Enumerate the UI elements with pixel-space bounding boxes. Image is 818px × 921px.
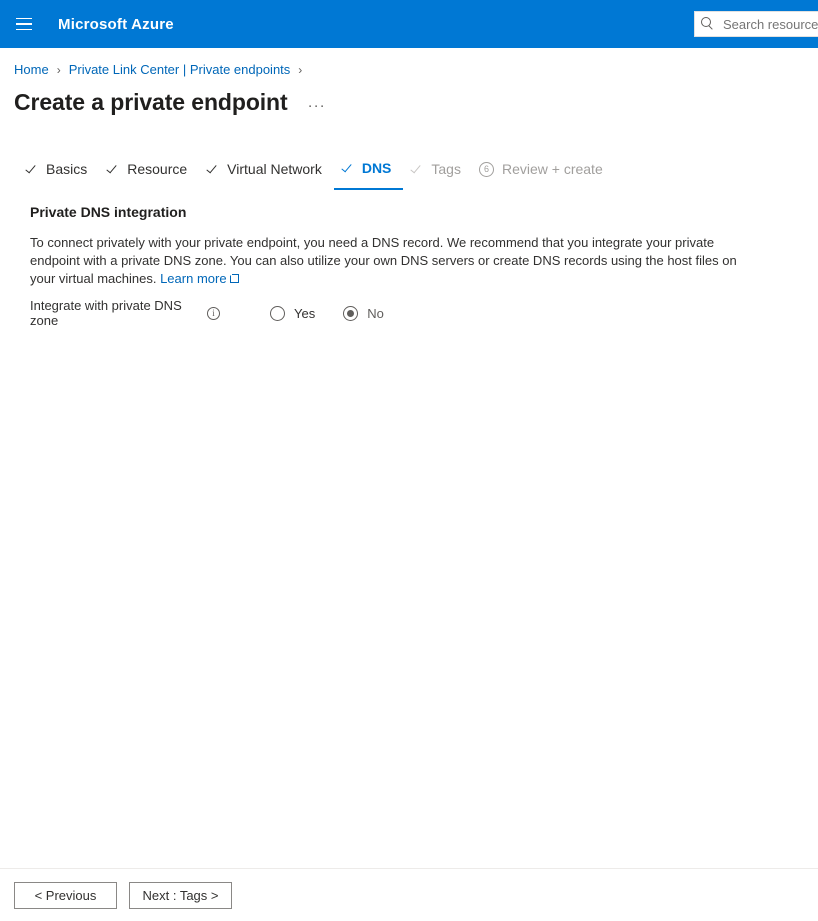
tab-basics[interactable] [18,156,99,190]
search-icon [701,17,715,31]
section-description [30,234,760,288]
tab-label: Resource [127,161,188,177]
radio-indicator-icon [270,306,285,321]
check-icon [24,162,38,176]
tab-dns[interactable] [334,156,404,190]
tab-label: Virtual Network [227,161,322,177]
description-text: To connect privately with your private endpoint, you need a DNS record. We recommend that you integrate your private endpoint with a private DNS zone. You can also utilize your own DNS servers or create DNS records using the host files on your virtual machines. [30,235,737,286]
private-dns-zone-label-group [30,298,220,328]
wizard-tab-list [0,156,818,190]
radio-indicator-icon [343,306,358,321]
check-icon [205,162,219,176]
radio-yes-label: Yes [294,305,316,321]
tab-label: Basics [46,161,88,177]
private-dns-zone-field-row [30,298,818,328]
search-input[interactable] [721,16,818,33]
private-dns-zone-radio-group [270,306,384,321]
breadcrumb-item-home[interactable]: Home [14,62,49,77]
page-title-row [0,77,818,116]
info-icon[interactable]: i [207,307,220,320]
breadcrumb-separator-icon: › [298,62,303,77]
external-link-icon [230,274,239,283]
tab-label: Review + create [501,161,603,177]
breadcrumb [0,48,818,77]
section-title: Private DNS integration [30,204,187,220]
private-dns-zone-label: Integrate with private DNS zone [30,298,182,328]
radio-no[interactable] [343,306,384,321]
check-icon [409,162,423,176]
step-number-badge: 6 [479,162,494,177]
wizard-footer [0,868,818,921]
more-options-button[interactable]: ··· [307,97,326,114]
azure-brand-label[interactable]: Microsoft Azure [58,15,174,33]
radio-no-label: No [367,305,384,321]
previous-button[interactable]: < Previous [14,882,117,909]
check-icon [340,161,354,175]
page-title: Create a private endpoint [14,89,288,115]
tab-resource[interactable] [99,156,199,190]
radio-yes[interactable] [270,306,315,321]
tab-review-create[interactable] [473,156,615,190]
global-search-box[interactable] [694,11,818,37]
check-icon [105,162,119,176]
next-tags-button[interactable]: Next : Tags > [129,882,232,909]
tab-label: DNS [361,160,392,176]
top-navigation-bar [0,0,818,48]
learn-more-link[interactable]: Learn more [160,271,227,286]
tab-virtual-network[interactable] [199,156,334,190]
hamburger-menu-icon[interactable] [0,0,48,48]
tab-tags[interactable] [403,156,473,190]
breadcrumb-separator-icon: › [56,62,61,77]
main-content [0,190,818,328]
tab-label: Tags [431,161,461,177]
breadcrumb-item-private-link-center[interactable]: Private Link Center | Private endpoints [68,62,291,77]
